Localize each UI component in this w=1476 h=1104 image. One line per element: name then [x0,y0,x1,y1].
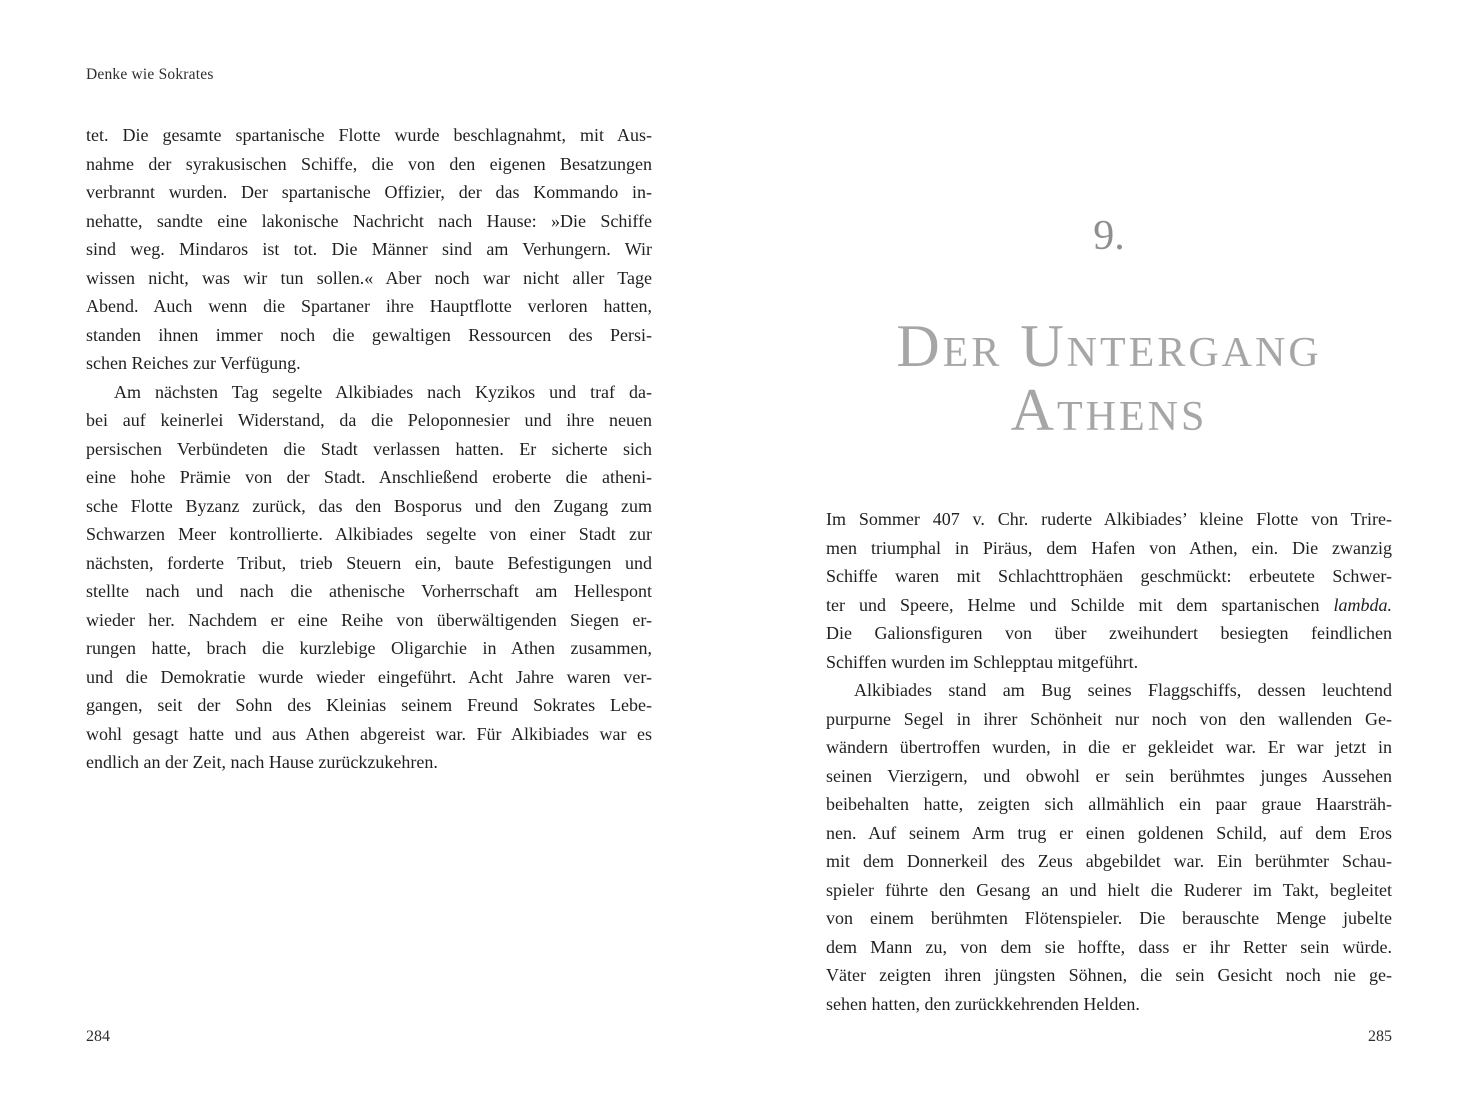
text-line: Im Sommer 407 v. Chr. ruderte Alkibiades’ kleine Flotte von Trire- [826,509,1392,529]
text-line: eine hohe Prämie von der Stadt. Anschließend eroberte die atheni- [86,467,652,487]
text-line: Alkibiades stand am Bug seines Flaggschiffs, dessen leuchtend [854,680,1392,700]
paragraph [826,676,1392,1018]
text-line: nächsten, forderte Tribut, trieb Steuern ein, baute Befestigungen und [86,552,652,573]
left-body-text [86,121,652,777]
text-line: endlich an der Zeit, nach Hause zurückzukehren. [86,752,438,772]
left-page [86,0,652,1104]
text-line: purpurne Segel in ihrer Schönheit nur noch von den wallenden Ge- [826,708,1392,729]
text-line: Schiffen wurden im Schlepptau mitgeführt. [826,651,1139,672]
chapter-number: 9. [1093,213,1125,259]
text-line: bei auf keinerlei Widerstand, da die Peloponnesier und ihre neuen [86,410,652,430]
text-line: rungen hatte, brach die kurzlebige Oligarchie in Athen zusammen, [86,638,652,658]
text-line: mit dem Donnerkeil des Zeus abgebildet war. Ein berühmter Schau- [826,851,1392,871]
text-line: Väter zeigten ihren jüngsten Söhnen, die sein Gesicht noch nie ge- [826,965,1392,985]
text-line: sehen hatten, den zurückkehrenden Helden. [826,993,1140,1014]
text-line: stellte nach und nach die athenische Vorherrschaft am Hellespont [86,581,652,601]
chapter-title-line-1: Der Untergang [896,313,1322,379]
text-line: wohl gesagt hatte und aus Athen abgereist war. Für Alkibiades war es [86,723,652,744]
paragraph [86,378,652,777]
text-line: beibehalten hatte, zeigten sich allmählich ein paar graue Haarsträh- [826,794,1392,814]
plain-text: ter und Speere, Helme und Schilde mit dem spartanischen [826,594,1334,615]
chapter-title-line-2: Athens [1010,377,1208,443]
text-line: men triumphal in Piräus, dem Hafen von Athen, ein. Die zwanzig [826,537,1392,558]
running-header: Denke wie Sokrates [86,66,214,83]
page-number-right: 285 [1368,1028,1392,1045]
text-line: wissen nicht, was wir tun sollen.« Aber noch war nicht aller Tage [86,267,652,288]
text-line: verbrannt wurden. Der spartanische Offizier, der das Kommando in- [86,182,652,202]
text-line: und die Demokratie wurde wieder eingeführt. Acht Jahre waren ver- [86,666,652,687]
paragraph [86,121,652,378]
text-line: Abend. Auch wenn die Spartaner ihre Hauptflotte verloren hatten, [86,296,652,316]
text-line: nahme der syrakusischen Schiffe, die von den eigenen Besatzungen [86,153,652,174]
text-line: von einem berühmten Flötenspieler. Die berauschte Menge jubelte [826,908,1392,928]
text-line: nen. Auf seinem Arm trug er einen goldenen Schild, auf dem Eros [826,822,1392,843]
page-number-left: 284 [86,1028,110,1045]
text-line: tet. Die gesamte spartanische Flotte wurde beschlagnahmt, mit Aus- [86,125,652,145]
italic-text: lambda. [1333,594,1392,615]
right-page [826,0,1392,1104]
chapter-title [786,314,1432,442]
text-line: sche Flotte Byzanz zurück, das den Bosporus und den Zugang zum [86,495,652,516]
text-line: seinen Vierzigern, und obwohl er sein berühmtes junges Aussehen [826,765,1392,786]
text-line: wändern übertroffen wurden, in die er gekleidet war. Er war jetzt in [826,737,1392,757]
text-line: persischen Verbündeten die Stadt verlassen hatten. Er sicherte sich [86,438,652,459]
text-line: Die Galionsfiguren von über zweihundert besiegten feindlichen [826,623,1392,643]
text-line: gangen, seit der Sohn des Kleinias seinem Freund Sokrates Lebe- [86,695,652,715]
text-line [826,591,1392,620]
text-line: spieler führte den Gesang an und hielt die Ruderer im Takt, begleitet [826,879,1392,900]
text-line: sind weg. Mindaros ist tot. Die Männer sind am Verhungern. Wir [86,239,652,259]
text-line: nehatte, sandte eine lakonische Nachricht nach Hause: »Die Schiffe [86,210,652,231]
text-line: schen Reiches zur Verfügung. [86,353,301,373]
right-body-text [826,505,1392,1018]
text-line: dem Mann zu, von dem sie hoffte, dass er ihr Retter sein würde. [826,936,1392,957]
paragraph [826,505,1392,676]
text-line: standen ihnen immer noch die gewaltigen Ressourcen des Persi- [86,324,652,345]
text-line: Am nächsten Tag segelte Alkibiades nach Kyzikos und traf da- [114,381,652,402]
text-line: Schwarzen Meer kontrollierte. Alkibiades segelte von einer Stadt zur [86,524,652,544]
text-line: Schiffe waren mit Schlachttrophäen geschmückt: erbeutete Schwer- [826,566,1392,586]
text-line: wieder her. Nachdem er eine Reihe von überwältigenden Siegen er- [86,609,652,630]
